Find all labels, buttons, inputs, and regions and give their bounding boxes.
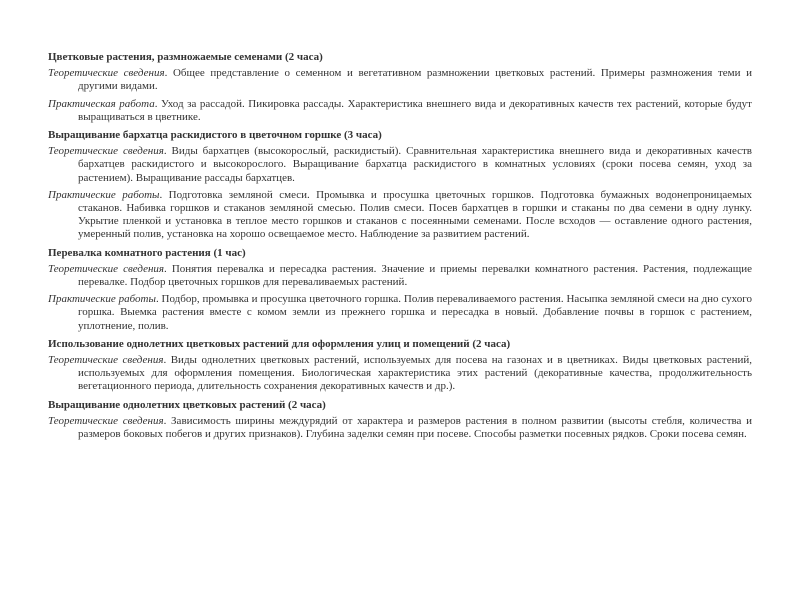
section-heading: Перевалка комнатного растения (1 час) bbox=[48, 246, 246, 259]
section-heading: Выращивание однолетних цветковых растений (2 часа) bbox=[48, 398, 326, 411]
section-heading: Выращивание бархатца раскидистого в цветочном горшке (3 часа) bbox=[48, 129, 382, 142]
paragraph-text: . Уход за рассадой. Пикировка рассады. Характеристика внешнего вида и декоративных качеств тех растений, которые будут выращиваться в цветнике. bbox=[78, 97, 752, 123]
paragraph-text: . Виды однолетних цветковых растений, используемых для посева на газонах и в цветниках. Виды цветковых растений, используемых для оформления помещения. Биологическая характеристика этих растений (декоративные качества, продолжительность вегетационного периода, длительность сохранения декоративных качеств и др.). bbox=[78, 354, 753, 393]
document-body bbox=[48, 50, 752, 445]
paragraph-lead: Теоретические сведения bbox=[48, 145, 164, 158]
paragraph-lead: Практические работы bbox=[48, 293, 156, 306]
paragraph-text: . Зависимость ширины междурядий от характера и размеров растения в полном развитии (высоты стебля, количества и размеров боковых побегов и других признаков). Глубина заделки семян при посеве. Способы разметки посевных рядков. Сроки посева семян. bbox=[78, 414, 752, 441]
paragraph-text: . Подготовка земляной смеси. Промывка и просушка цветочных горшков. Подготовка бумажных водонепроницаемых стаканов. Набивка горшков и стаканов земляной смесью. Полив смеси. Посев бархатцев в горшки и стаканы по два семени в одну лунку. Укрытие пленкой и установка в теплое место горшков и стаканов с посеянными семенами. После всходов — оставление одного растения, умеренный полив, установка на хорошо освещаемое место. Наблюдение за развитием растений. bbox=[78, 188, 752, 241]
paragraph-text: . Общее представление о семенном и вегетативном размножении цветковых растений. Примеры размножения теми и другими видами. bbox=[78, 67, 752, 93]
paragraph-lead: Практическая работа bbox=[48, 97, 155, 110]
paragraph bbox=[48, 354, 752, 398]
paragraph bbox=[48, 67, 752, 97]
paragraph bbox=[48, 293, 752, 337]
paragraph-text: . Понятия перевалка и пересадка растения. Значение и приемы перевалки комнатного растения. Растения, подлежащие перевалке. Подбор цветочных горшков для переваливаемых растений. bbox=[78, 262, 752, 289]
paragraph bbox=[48, 263, 752, 293]
paragraph bbox=[48, 189, 752, 246]
paragraph-lead: Теоретические сведения bbox=[48, 414, 164, 427]
section-heading: Использование однолетних цветковых растений для оформления улиц и помещений (2 часа) bbox=[48, 337, 511, 350]
paragraph-lead: Теоретические сведения bbox=[48, 262, 165, 275]
paragraph bbox=[48, 145, 752, 189]
paragraph-text: . Виды бархатцев (высокорослый, раскидистый). Сравнительная характеристика внешнего вида и декоративных качеств бархатцев раскидистого и высокорослого. Выращивание бархатца раскидистого в комнатных условиях (сроки посева семян, уход за растением). Выращивание рассады бархатцев. bbox=[78, 145, 752, 184]
paragraph bbox=[48, 415, 752, 445]
section-heading: Цветковые растения, размножаемые семенами (2 часа) bbox=[48, 51, 323, 63]
paragraph-text: . Подбор, промывка и просушка цветочного горшка. Полив переваливаемого растения. Насыпка земляной смеси на дно сухого горшка. Выемка растения вместе с комом земли из прежнего горшка и пересадка в новый. Добавление почвы в горшок с растением, уплотнение, полив. bbox=[78, 293, 752, 332]
paragraph bbox=[48, 98, 752, 128]
paragraph-lead: Теоретические сведения bbox=[48, 67, 165, 80]
paragraph-lead: Практические работы bbox=[48, 188, 160, 201]
paragraph-lead: Теоретические сведения bbox=[48, 354, 164, 367]
